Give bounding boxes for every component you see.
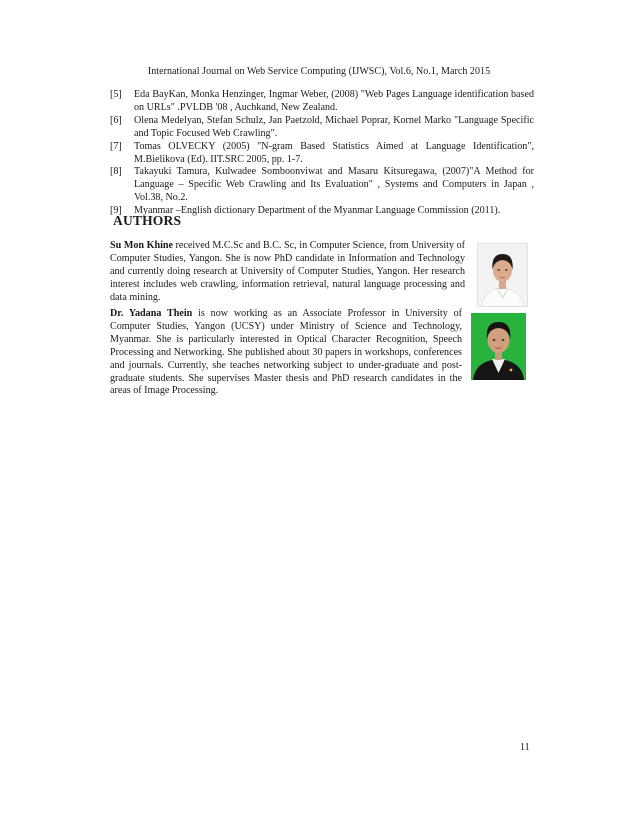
- author-bio-text: received M.C.Sc and B.C. Sc, in Computer Science, from University of Computer Studies, Yangon. She is now PhD candidate in Information and Technology and currently doing research at University of Computer Studies, Yangon. Her research interest includes web crawling, information retrieval, natural language processing and data mining.: [110, 240, 465, 303]
- reference-number: [6]: [110, 114, 122, 126]
- reference-item: [110, 166, 534, 205]
- reference-text: Olena Medelyan, Stefan Schulz, Jan Paetzold, Michael Poprar, Kornel Marko "Language Specific and Topic Focused Web Crawling".: [134, 114, 534, 139]
- reference-number: [5]: [110, 89, 122, 100]
- reference-number: [7]: [110, 140, 122, 152]
- reference-text: Eda BayKan, Monka Henzinger, Ingmar Weber, (2008) "Web Pages Language identification based on URLs" .PVLDB '08 , Auchkand, New Zealand.: [134, 89, 534, 113]
- authors-heading: AUTHORS: [113, 213, 182, 228]
- reference-text: Myanmar –English dictionary Department of the Myanmar Language Commission (2011).: [134, 205, 501, 217]
- author-name: Dr. Yadana Thein: [110, 308, 193, 319]
- page-number: 11: [520, 742, 530, 753]
- author-bio-yadana-thein: [110, 308, 462, 398]
- reference-number: [9]: [110, 205, 122, 217]
- reference-item: [110, 89, 534, 115]
- reference-text: Takayuki Tamura, Kulwadee Somboonviwat and Masaru Kitsuregawa, (2007)"A Method for Language – Specific Web Crawling and Its Evaluation" , Systems and Computers in Japan , Vol.38, No.2.: [134, 166, 534, 204]
- author-bio-text: is now working as an Associate Professor in University of Computer Studies, Yangon (UCSY) under Ministry of Science and Technology, Myanmar. She is particularly interested in Optical Character Recognition, Speech Processing and Networking. She published about 30 papers in workshops, conferences and journals. Currently, she teaches networking subject to under-graduate and post-graduate students. She supervises Master thesis and PhD research candidates in the areas of Image Processing.: [110, 308, 462, 397]
- author-photo-yadana-thein: [471, 313, 526, 380]
- journal-header: International Journal on Web Service Computing (IJWSC), Vol.6, No.1, March 2015: [147, 66, 491, 77]
- author-name: Su Mon Khine: [110, 240, 173, 251]
- author-bio-su-mon-khine: [110, 240, 465, 305]
- reference-text: Tomas OLVECKY (2005) "N-gram Based Statistics Aimed at Language Identification", M.Bielikova (Ed). IIT.SRC 2005, pp. 1-7.: [134, 140, 534, 165]
- reference-number: [8]: [110, 166, 122, 178]
- reference-item: [110, 141, 534, 167]
- author-photo-su-mon-khine: [477, 243, 528, 307]
- reference-list: [110, 89, 534, 218]
- reference-item: [110, 115, 534, 141]
